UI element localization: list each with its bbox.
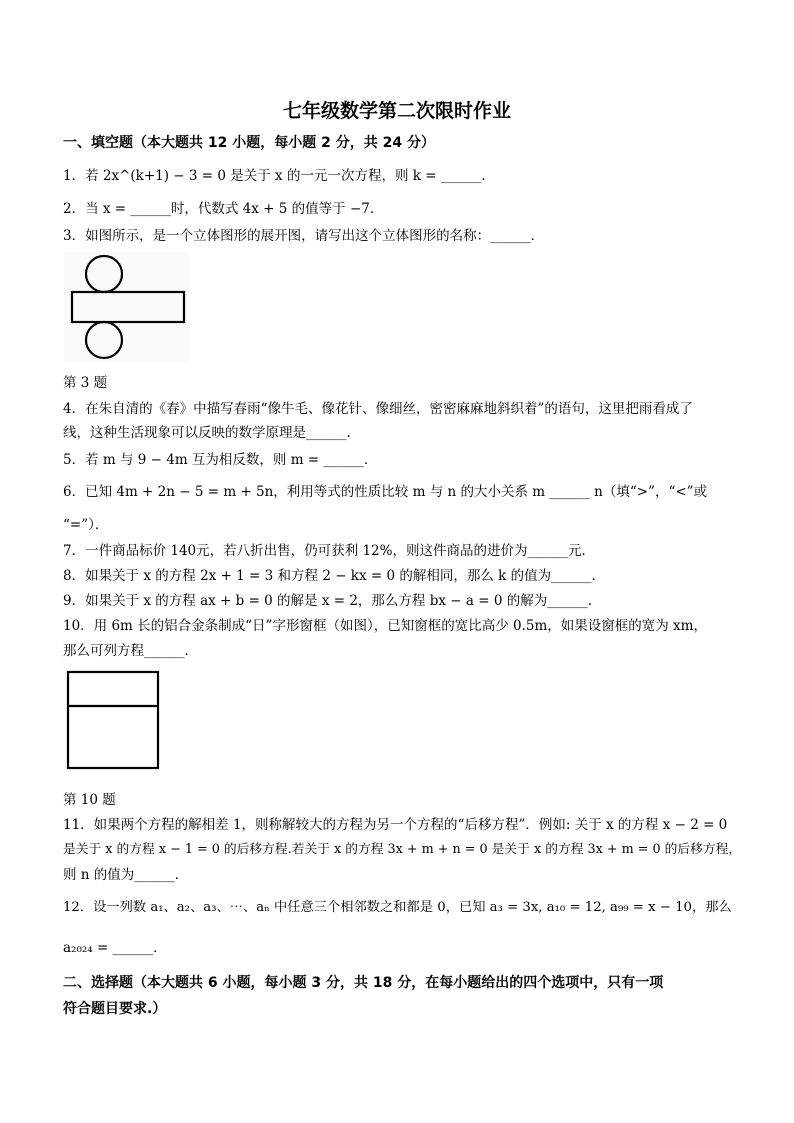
section-heading-fill-blank: 一、填空题（本大题共 12 小题，每小题 2 分，共 24 分） xyxy=(63,135,435,151)
question-12-line-2: a₂₀₂₄ = ______． xyxy=(63,940,167,956)
question-12-line-1: 12．设一列数 a₁、a₂、a₃、⋯、aₙ 中任意三个相邻数之和都是 0，已知 a₃ = 3x, a₁₀ = 12, a₉₉ = x − 10，那么 xyxy=(63,900,732,915)
window-frame-figure xyxy=(64,668,162,772)
question-6-line-1: 6．已知 4m + 2n − 5 = m + 5n，利用等式的性质比较 m 与 n 的大小关系 m ______ n（填“>”，“<”或 xyxy=(63,484,708,500)
question-11-line-3: 则 n 的值为______． xyxy=(63,867,189,883)
question-11-line-2: 是关于 x 的方程 x − 1 = 0 的后移方程.若关于 x 的方程 3x + m + n = 0 是关于 x 的方程 3x + m = 0 的后移方程， xyxy=(63,842,742,857)
question-4-line-2: 线，这种生活现象可以反映的数学原理是______． xyxy=(63,425,360,441)
question-7: 7．一件商品标价 140元，若八折出售，仍可获利 12%，则这件商品的进价为______元． xyxy=(63,543,595,559)
question-4-line-1: 4．在朱自清的《春》中描写春雨“像牛毛、像花针、像细丝，密密麻麻地斜织着”的语句，这里把雨看成了 xyxy=(63,401,693,417)
question-8: 8．如果关于 x 的方程 2x + 1 = 3 和方程 2 − kx = 0 的解相同，那么 k 的值为______． xyxy=(63,568,606,584)
question-2: 2．当 x = ______时，代数式 4x + 5 的值等于 −7． xyxy=(63,201,384,217)
question-1: 1．若 2x^(k+1) − 3 = 0 是关于 x 的一元一次方程，则 k = ______． xyxy=(63,168,495,184)
figure-10-caption: 第 10 题 xyxy=(63,792,116,808)
question-10-line-1: 10．用 6m 长的铝合金条制成“日”字形窗框（如图），已知窗框的宽比高少 0.5m，如果设窗框的宽为 xm， xyxy=(63,618,707,634)
question-9: 9．如果关于 x 的方程 ax + b = 0 的解是 x = 2，那么方程 bx − a = 0 的解为______． xyxy=(63,593,602,609)
question-6-line-2: “=”）． xyxy=(63,517,109,533)
figure-3-caption: 第 3 题 xyxy=(63,375,108,391)
page-title: 七年级数学第二次限时作业 xyxy=(282,100,511,122)
question-10-line-2: 那么可列方程______． xyxy=(63,643,198,659)
section-heading-choice-line-1: 二、选择题（本大题共 6 小题，每小题 3 分，共 18 分，在每小题给出的四个选项中，只有一项 xyxy=(63,975,664,991)
question-5: 5．若 m 与 9 − 4m 互为相反数，则 m = ______． xyxy=(63,452,378,468)
question-11-line-1: 11．如果两个方程的解相差 1，则称解较大的方程为另一个方程的“后移方程”．例如: 关于 x 的方程 x − 2 = 0 xyxy=(63,817,728,833)
cylinder-net-figure xyxy=(64,252,190,362)
section-heading-choice-line-2: 符合题目要求.） xyxy=(63,1001,167,1017)
question-3: 3．如图所示，是一个立体图形的展开图，请写出这个立体图形的名称：______． xyxy=(63,228,545,244)
